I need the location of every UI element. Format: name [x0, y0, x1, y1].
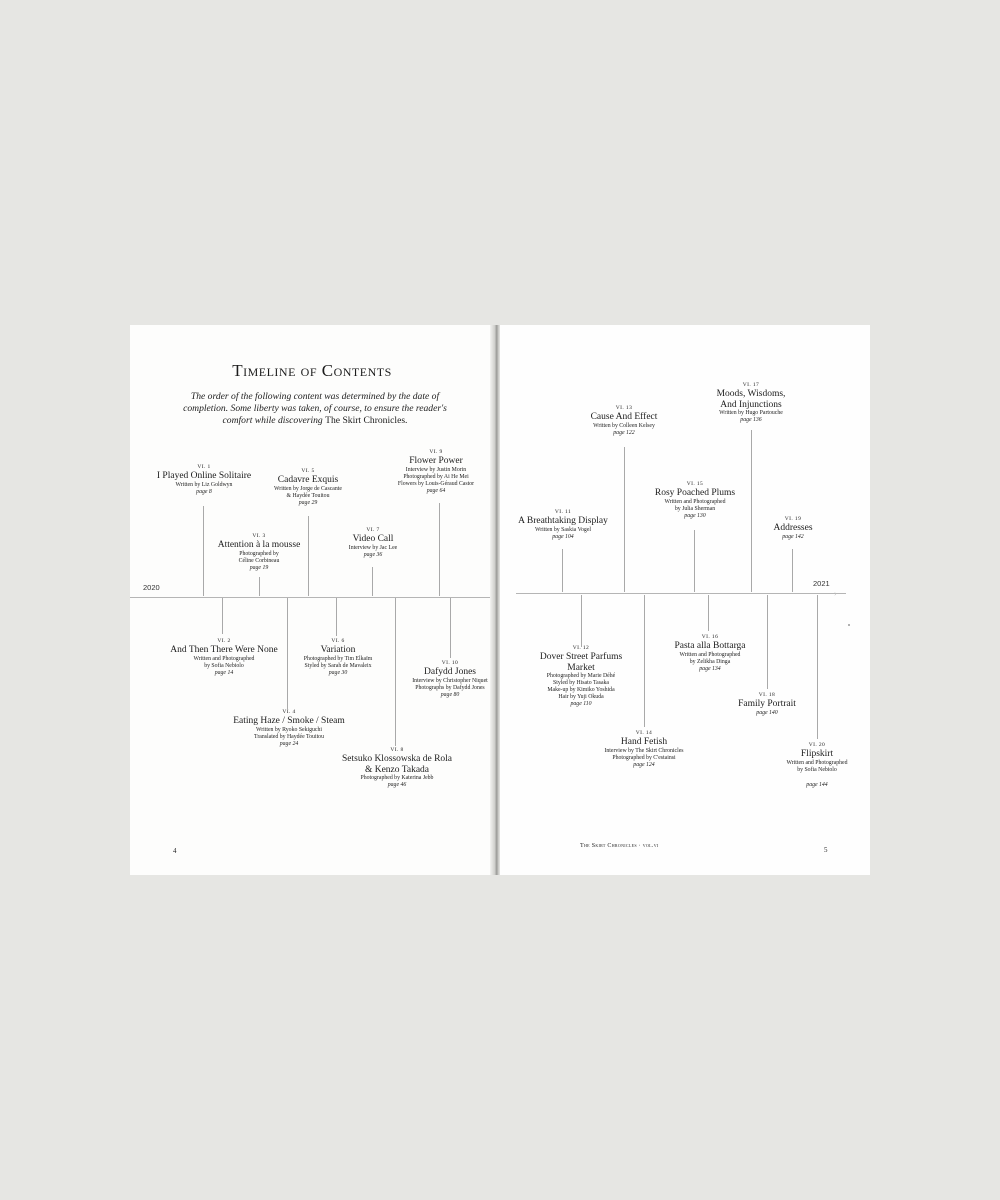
entry-page: page 46 — [387, 782, 407, 788]
connector-line — [287, 598, 288, 709]
page-number-right: 5 — [824, 846, 828, 854]
entry-credit: by Zelikha Dinga — [689, 658, 731, 665]
entry-credit: Written and Photographed — [193, 655, 255, 662]
entry-title: Moods, Wisdoms, — [716, 389, 786, 399]
intro-paragraph — [170, 391, 460, 427]
entry-title: Video Call — [352, 534, 394, 544]
connector-line — [624, 447, 625, 592]
entry-credit: Flowers by Louis-Géraud Castor — [397, 480, 475, 487]
timeline-entry-7 — [349, 527, 397, 559]
timeline-entry-2 — [170, 638, 277, 677]
entry-number: VI. 9 — [429, 449, 443, 455]
entry-page: page 24 — [279, 740, 299, 747]
entry-title: And Injunctions — [720, 399, 782, 410]
left-page — [130, 325, 494, 875]
entry-number: VI. 17 — [742, 382, 760, 388]
entry-title: Setsuko Klossowska de Rola — [341, 754, 453, 764]
entry-credit: Photographed by Marie Déhé — [546, 673, 616, 679]
entry-credit: Photographed by Katerina Jebb — [360, 775, 434, 781]
entry-title: Pasta alla Bottarga — [674, 641, 746, 651]
timeline-entry-18 — [738, 692, 796, 717]
entry-title: Flower Power — [409, 456, 463, 466]
entry-title: Eating Haze / Smoke / Steam — [233, 716, 345, 726]
entry-page: page 136 — [740, 417, 762, 423]
connector-line — [439, 503, 440, 596]
entry-page: page 19 — [249, 564, 269, 571]
page-number-left: 4 — [173, 847, 177, 855]
entry-page: page 142 — [782, 533, 804, 540]
connector-line — [581, 595, 582, 647]
timeline-entry-13 — [591, 405, 658, 437]
connector-line — [644, 595, 645, 727]
entry-credit: Interview by Jac Lee — [348, 544, 398, 551]
right-page — [500, 325, 870, 875]
entry-credit: Written by Liz Goldwyn — [175, 481, 233, 488]
timeline-entry-11 — [518, 509, 608, 541]
entry-credit: Written by Colleen Kelsey — [593, 422, 655, 429]
magazine-spread — [130, 325, 870, 875]
entry-credit: Styled by Hisato Tasaka — [552, 680, 609, 686]
timeline-entry-3 — [218, 533, 301, 572]
entry-page: page 124 — [633, 761, 655, 768]
entry-title: Dover Street Parfums — [539, 652, 623, 662]
entry-credit: Interview by Christopher Niquet — [412, 677, 488, 684]
entry-page: page 36 — [363, 551, 383, 558]
entry-page: page 140 — [756, 709, 778, 716]
entry-page: page 8 — [196, 488, 212, 495]
entry-credit: Written by Jorge de Cascante — [274, 485, 342, 492]
connector-line — [792, 549, 793, 592]
entry-number: VI. 14 — [635, 730, 653, 736]
connector-line — [259, 577, 260, 596]
page-title: Timeline of Contents — [232, 361, 392, 380]
timeline-entry-12 — [540, 645, 622, 709]
entry-credit: by Sofia Nebiolo — [797, 766, 837, 773]
entry-credit: Photographs by Dafydd Jones — [415, 684, 485, 691]
entry-title: & Kenzo Takada — [364, 764, 430, 775]
entry-page: page 30 — [328, 669, 348, 676]
running-head: The Skirt Chronicles · vol.vi — [580, 843, 659, 849]
entry-credit: Interview by The Skirt Chronicles — [604, 747, 684, 754]
entry-number: VI. 3 — [252, 533, 266, 539]
entry-title: Flipskirt — [800, 749, 834, 759]
entry-page: page 130 — [684, 512, 706, 519]
connector-line — [372, 567, 373, 596]
connector-line — [708, 595, 709, 631]
entry-page: page 110 — [570, 701, 592, 707]
entry-credit: Written and Photographed — [786, 759, 848, 766]
entry-credit: Translated by Haydée Touitou — [254, 733, 324, 740]
entry-page: page 134 — [699, 665, 721, 672]
entry-credit: Written by Hugo Partouche — [719, 410, 783, 416]
entry-number: VI. 4 — [282, 709, 296, 715]
entry-credit: Photographed by C'estainsi — [612, 754, 676, 761]
timeline-entry-6 — [304, 638, 372, 677]
entry-number: VI. 8 — [390, 747, 404, 753]
entry-credit: Written by Ryoko Sekiguchi — [255, 726, 323, 733]
timeline-entry-5 — [274, 468, 342, 507]
entry-title: Rosy Poached Plums — [654, 488, 736, 498]
entry-number: VI. 20 — [808, 742, 826, 748]
entry-page: page 29 — [298, 499, 318, 506]
timeline-entry-17 — [717, 382, 786, 425]
entry-credit: Written and Photographed — [664, 498, 726, 505]
timeline-entry-1 — [157, 464, 251, 496]
entry-credit: Photographed by Ai He Mei — [403, 473, 469, 480]
entry-title: Cadavre Exquis — [277, 475, 339, 485]
connector-line — [222, 598, 223, 634]
axis-end-label: 2021 — [813, 579, 830, 588]
entry-title: Hand Fetish — [620, 737, 668, 747]
connector-line — [751, 430, 752, 592]
entry-number: VI. 16 — [701, 634, 719, 640]
timeline-entry-20 — [787, 742, 848, 789]
entry-title: And Then There Were None — [170, 645, 278, 655]
timeline-entry-10 — [412, 660, 488, 699]
timeline-entry-8 — [342, 747, 452, 790]
entry-page: page 122 — [613, 429, 635, 436]
entry-credit: Written by Saskia Vogel — [534, 526, 592, 533]
timeline-axis-right — [516, 593, 846, 594]
entry-title: A Breathtaking Display — [518, 516, 608, 526]
entry-number: VI. 13 — [615, 405, 633, 411]
entry-number: VI. 5 — [301, 468, 315, 474]
entry-credit: Written and Photographed — [679, 651, 741, 658]
entry-title: I Played Online Solitaire — [156, 471, 252, 481]
connector-line — [203, 506, 204, 596]
connector-line — [450, 598, 451, 658]
intro-text: The order of the following content was determined by the date of completion. Some liberty was taken, of course, to ensure the reader's comfort while discovering — [183, 391, 447, 426]
timeline-axis-left — [130, 597, 494, 598]
entry-number: VI. 11 — [554, 509, 572, 515]
connector-line — [562, 549, 563, 592]
entry-title: Attention à la mousse — [217, 540, 301, 550]
connector-line — [817, 595, 818, 739]
entry-page: page 104 — [552, 533, 574, 540]
entry-credit: Make-up by Kimiko Yoshida — [547, 687, 615, 693]
entry-credit: by Julia Sherman — [674, 505, 716, 512]
timeline-entry-16 — [674, 634, 745, 673]
timeline-entry-4 — [233, 709, 345, 748]
intro-publication-name: The Skirt Chronicles. — [325, 415, 408, 426]
axis-start-label: 2020 — [143, 583, 160, 592]
entry-number: VI. 12 — [572, 645, 590, 651]
entry-number: VI. 7 — [366, 527, 380, 533]
entry-number: VI. 2 — [217, 638, 231, 644]
entry-title: Market — [567, 662, 595, 673]
entry-title: Variation — [320, 645, 356, 655]
entry-number: VI. 15 — [686, 481, 704, 487]
entry-page: page 64 — [426, 487, 446, 494]
timeline-entry-15 — [655, 481, 735, 520]
entry-number: VI. 10 — [441, 660, 459, 666]
entry-credit: Interview by Justin Morin — [405, 466, 467, 473]
entry-credit: Photographed by Tim Elkaïm — [303, 655, 373, 662]
entry-page: page 80 — [440, 691, 460, 698]
entry-title: Cause And Effect — [590, 412, 658, 422]
paper-speck — [848, 624, 850, 626]
entry-credit: Céline Corbineau — [238, 557, 280, 564]
entry-number: VI. 19 — [784, 516, 802, 522]
entry-page: page 144 — [806, 781, 828, 788]
entry-credit: by Sofia Nebiolo — [204, 662, 244, 669]
entry-title: Addresses — [773, 523, 813, 533]
timeline-entry-9 — [398, 449, 474, 495]
entry-title: Dafydd Jones — [424, 667, 476, 677]
connector-line — [308, 516, 309, 596]
entry-credit: Styled by Sarah de Mavaleix — [304, 662, 372, 669]
entry-number: VI. 1 — [197, 464, 211, 470]
connector-line — [767, 595, 768, 689]
connector-line — [694, 530, 695, 592]
timeline-entry-14 — [604, 730, 683, 769]
entry-credit: Photographed by — [239, 550, 279, 557]
axis-arrow: › — [834, 589, 837, 598]
entry-number: VI. 6 — [331, 638, 345, 644]
entry-title: Family Portrait — [738, 699, 796, 709]
entry-credit: Hair by Yuji Okuda — [558, 694, 604, 700]
connector-line — [336, 598, 337, 636]
entry-page: page 14 — [214, 669, 234, 676]
connector-line — [395, 598, 396, 746]
timeline-entry-19 — [773, 516, 812, 541]
entry-number: VI. 18 — [758, 692, 776, 698]
entry-credit: & Haydée Touitou — [286, 492, 330, 499]
